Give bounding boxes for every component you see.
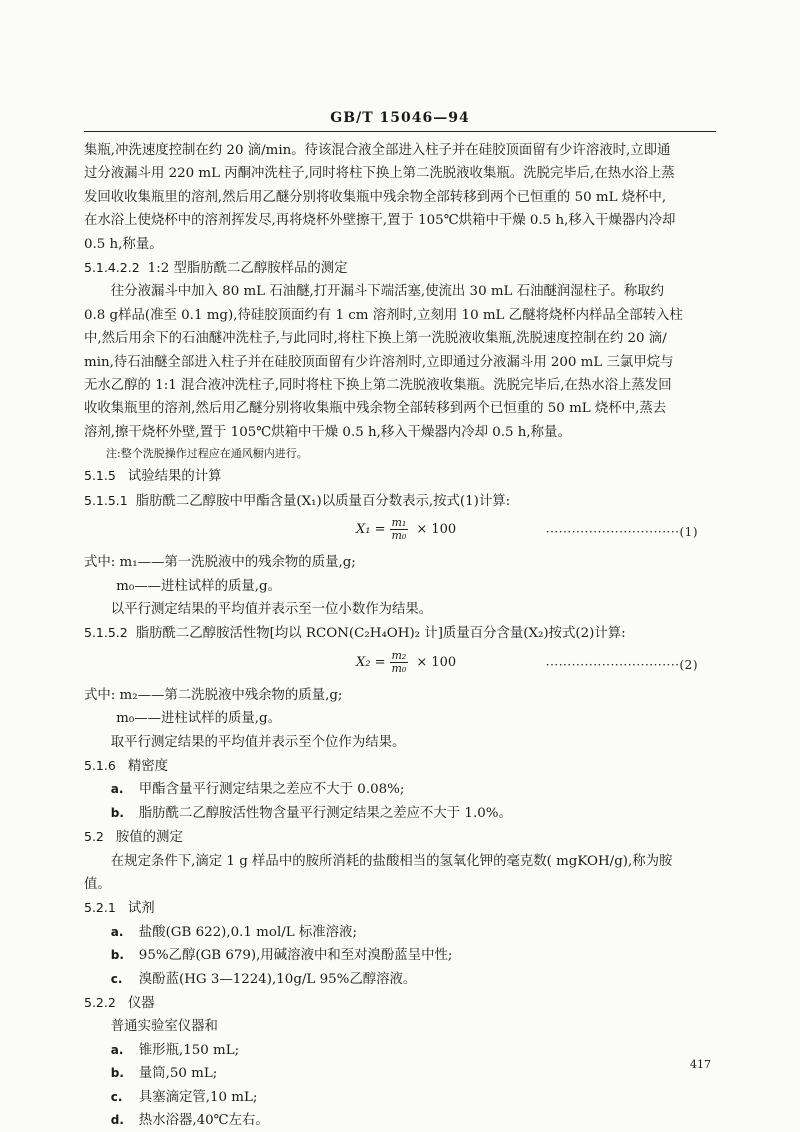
paragraph-line: 过分液漏斗用 220 mL 丙酮冲洗柱子,同时将柱下换上第二洗脱液收集瓶。洗脱完毕后,在热水浴上蒸 xyxy=(84,166,675,182)
section-title: 试验结果的计算 xyxy=(127,469,222,485)
section-number: 5.2.1 xyxy=(84,900,116,916)
paragraph-line: 无水乙醇的 1:1 混合液冲洗柱子,同时将柱下换上第二洗脱液收集瓶。洗脱完毕后,在热水浴上蒸发回 xyxy=(84,378,672,394)
list-item xyxy=(84,1062,716,1085)
list-intro: 普通实验室仪器和 xyxy=(110,1019,218,1035)
list-item xyxy=(84,968,716,991)
list-text: 量筒,50 mL; xyxy=(138,1066,218,1082)
paragraph-line: min,待石油醚全部进入柱子并在硅胶顶面留有少许溶剂时,立即通过分液漏斗用 200 mL 三氯甲烷与 xyxy=(84,354,674,370)
definition-line: 在规定条件下,滴定 1 g 样品中的胺所消耗的盐酸相当的氢氧化钾的毫克数( mgKOH/g),称为胺 xyxy=(110,853,673,869)
section-title: 1:2 型脂肪酰二乙醇胺样品的测定 xyxy=(147,261,348,277)
section-heading-5-1-5 xyxy=(84,464,716,488)
list-marker: b. xyxy=(110,1066,124,1081)
paragraph-line: 0.8 g样品(准至 0.1 mg),待硅胶顶面约有 1 cm 溶剂时,立刻用 10 mL 乙醚将烧杯内样品全部转入柱 xyxy=(84,307,683,323)
section-number: 5.1.5 xyxy=(84,468,116,484)
formula-lhs: X₁ = xyxy=(356,521,386,537)
section-heading-5-1-5-1 xyxy=(84,489,716,513)
list-marker: a. xyxy=(110,924,124,939)
formula-where: 式中: m₂——第二洗脱液中残余物的质量,g; xyxy=(84,687,343,703)
section-number: 5.1.5.2 xyxy=(84,625,128,641)
list-text: 溴酚蓝(HG 3—1224),10g/L 95%乙醇溶液。 xyxy=(138,971,417,987)
formula-fraction xyxy=(390,517,409,542)
header-rule xyxy=(84,131,716,132)
list-item xyxy=(84,921,716,944)
formula-where: m₀——进柱试样的质量,g。 xyxy=(116,711,281,727)
paragraph-line: 中,然后用余下的石油醚冲洗柱子,与此同时,将柱下换上第一洗脱液收集瓶,洗脱速度控制在约 20 滴/ xyxy=(84,331,667,347)
result-statement: 取平行测定结果的平均值并表示至个位作为结果。 xyxy=(110,734,406,750)
formula-fraction xyxy=(390,650,409,675)
paragraph-line: 溶剂,擦干烧杯外壁,置于 105℃烘箱中干燥 0.5 h,移入干燥器内冷却 0.5 h,称量。 xyxy=(84,424,571,440)
list-marker: a. xyxy=(110,1042,124,1057)
list-text: 热水浴器,40℃左右。 xyxy=(138,1113,269,1129)
section-text: 脂肪酰二乙醇胺中甲酯含量(X₁)以质量百分数表示,按式(1)计算: xyxy=(135,493,511,509)
list-item xyxy=(84,1039,716,1062)
list-item xyxy=(84,944,716,967)
list-text: 具塞滴定管,10 mL; xyxy=(138,1089,258,1105)
section-heading-5-2 xyxy=(84,825,716,849)
section-title: 仪器 xyxy=(127,996,155,1011)
paragraph-line: 发回收收集瓶里的溶剂,然后用乙醚分别将收集瓶中残余物全部转移到两个已恒重的 50 mL 烧杯中, xyxy=(84,189,667,205)
formula-denominator: m₀ xyxy=(391,529,407,543)
list-text: 甲酯含量平行测定结果之差应不大于 0.08%; xyxy=(138,782,405,798)
formula-where: m₀——进柱试样的质量,g。 xyxy=(116,578,281,594)
section-number: 5.1.5.1 xyxy=(84,492,128,508)
list-marker: d. xyxy=(110,1113,124,1128)
list-marker: b. xyxy=(110,948,124,963)
document-body xyxy=(84,139,716,1132)
section-number: 5.1.4.2.2 xyxy=(84,260,140,276)
list-marker: c. xyxy=(110,1089,123,1104)
formula-numerator: m₁ xyxy=(391,516,407,530)
section-text: 脂肪酰二乙醇胺活性物[均以 RCON(C₂H₄OH)₂ 计]质量百分含量(X₂)按式(2)计算: xyxy=(135,626,626,642)
result-statement: 以平行测定结果的平均值并表示至一位小数作为结果。 xyxy=(110,601,433,617)
definition-line: 值。 xyxy=(84,876,111,892)
formula-number: ·······························(2) xyxy=(545,657,698,672)
formula-where: 式中: m₁——第一洗脱液中的残余物的质量,g; xyxy=(84,555,356,571)
paragraph-line: 收收集瓶里的溶剂,然后用乙醚分别将收集瓶中残余物全部转移到两个已恒重的 50 mL 烧杯中,蒸去 xyxy=(84,401,667,417)
formula-1 xyxy=(84,513,716,551)
paragraph-line: 集瓶,冲洗速度控制在约 20 滴/min。待该混合液全部进入柱子并在硅胶顶面留有少许溶液时,立即通 xyxy=(84,143,671,158)
list-text: 95%乙醇(GB 679),用碱溶液中和至对溴酚蓝呈中性; xyxy=(138,948,453,964)
formula-numerator: m₂ xyxy=(391,648,407,662)
paragraph-line: 往分液漏斗中加入 80 mL 石油醚,打开漏斗下端活塞,使流出 30 mL 石油醚润湿柱子。称取约 xyxy=(110,284,664,300)
paragraph-line: 0.5 h,称量。 xyxy=(84,236,163,252)
section-title: 精密度 xyxy=(127,758,168,774)
list-item xyxy=(84,802,716,825)
formula-rhs: × 100 xyxy=(416,654,457,670)
formula-lhs: X₂ = xyxy=(356,654,386,670)
section-heading-5-1-5-2 xyxy=(84,621,716,645)
list-item xyxy=(84,1086,716,1109)
formula-2 xyxy=(84,646,716,684)
list-marker: b. xyxy=(110,805,124,820)
paragraph-line: 在水浴上使烧杯中的溶剂挥发尽,再将烧杯外壁擦干,置于 105℃烘箱中干燥 0.5 h,移入干燥器内冷却 xyxy=(84,213,676,229)
section-heading-5-1-6 xyxy=(84,754,716,778)
section-title: 试剂 xyxy=(127,901,155,917)
section-number: 5.2 xyxy=(84,829,104,845)
formula-denominator: m₀ xyxy=(391,661,407,675)
list-marker: a. xyxy=(110,782,124,797)
section-title: 胺值的测定 xyxy=(115,830,183,846)
list-item xyxy=(84,1109,716,1132)
section-heading-5-2-1 xyxy=(84,896,716,920)
section-number: 5.2.2 xyxy=(84,995,116,1010)
standard-header: GB/T 15046—94 xyxy=(330,110,470,126)
list-text: 盐酸(GB 622),0.1 mol/L 标准溶液; xyxy=(138,924,357,940)
note: 注:整个洗脱操作过程应在通风橱内进行。 xyxy=(106,447,308,461)
list-marker: c. xyxy=(110,971,123,986)
section-heading-5-1-4-2-2 xyxy=(84,256,716,280)
formula-rhs: × 100 xyxy=(416,521,457,537)
section-number: 5.1.6 xyxy=(84,757,116,773)
page-number: 417 xyxy=(690,1058,711,1071)
formula-number: ·······························(1) xyxy=(545,525,698,540)
list-text: 锥形瓶,150 mL; xyxy=(138,1042,240,1058)
section-heading-5-2-2 xyxy=(84,991,716,1015)
list-item xyxy=(84,778,716,801)
list-text: 脂肪酰二乙醇胺活性物含量平行测定结果之差应不大于 1.0%。 xyxy=(138,805,512,821)
